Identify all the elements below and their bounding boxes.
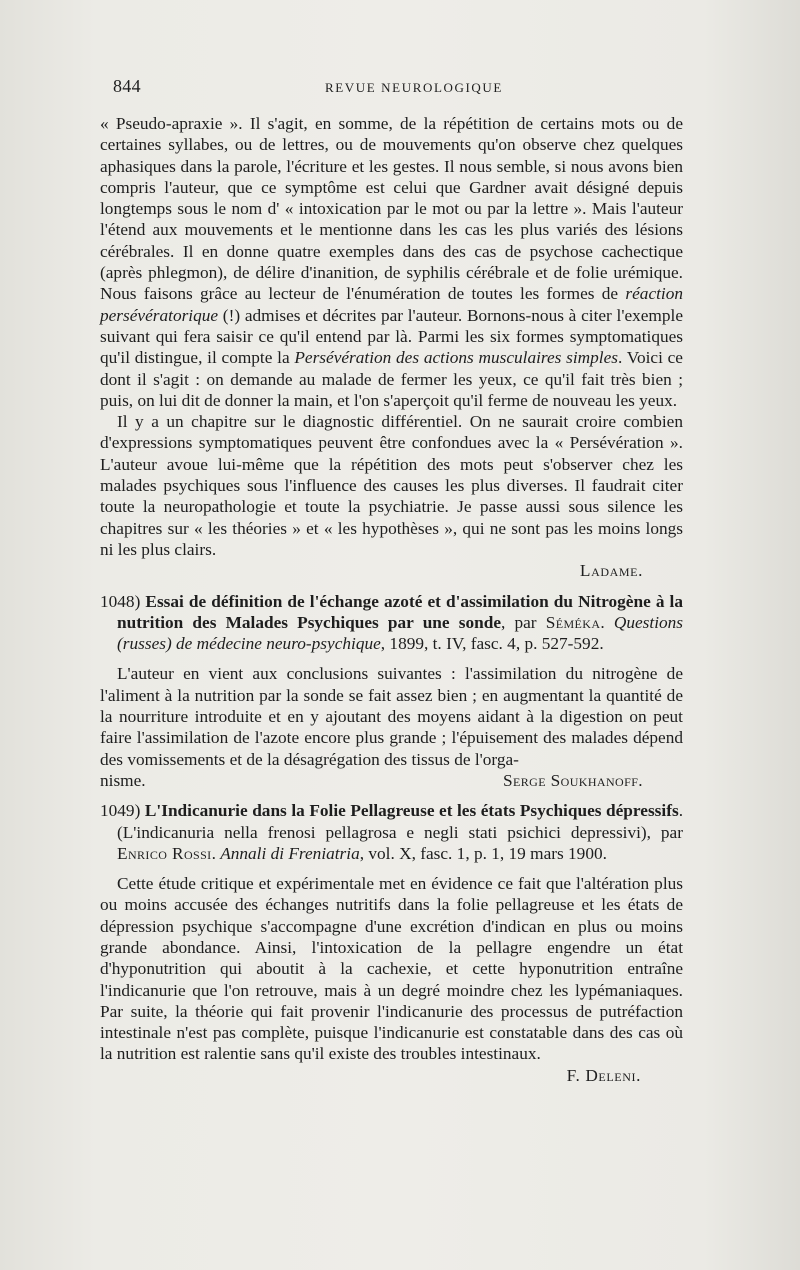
review-paragraph [100, 113, 683, 411]
text-run: L'auteur en vient aux conclusions suivantes : l'assimilation du nitrogène de l'aliment à la nutrition par la sonde se fait assez bien ; en augmentant la quantité de la nourriture introduite et en y ajoutant des moyens aidant à la digestion on peut faire l'assimilation de l'azote encore plus grande ; l'épuisement des malades dépend des vomissements et de la désagrégation des tissus de l'orga- [100, 664, 683, 769]
entry-1049-body: Cette étude critique et expérimentale met en évidence ce fait que l'altération plus ou moins accusée des échanges nutritifs dans la folie pellagreuse et les états de dépression psychique s'accompagne d'une excrétion d'indican en plus ou moins grande abondance. Ainsi, l'intoxication de la pellagre engendre un état d'hyponutrition qui aboutit à la cachexie, et cette hyponutrition entraîne l'indicanurie que l'on retrouve, mais à un degré moindre chez les lypémaniaques. Par suite, la théorie qui fait provenir l'indicanurie des processus de putréfaction intestinale n'est pas complète, puisque l'indicanurie est constatable dans des cas où la nutrition est ralentie sans qu'il existe des troubles intestinaux. [100, 874, 683, 1064]
running-title: REVUE NEUROLOGIQUE [325, 80, 503, 95]
entry-1048-body [100, 663, 683, 769]
text-run: . Voici ce dont il s'agit : on demande au malade de fermer les yeux, ce qu'il fait très bien ; puis, on lui dit de donner la main, et l'on s'aperçoit qu'il ferme de nouveau les yeux. [100, 348, 683, 410]
entry-1048-heading: 1048) Essai de définition de l'échange azoté et d'assimilation du Nitrogène à la nutrition des Malades Psychiques par une sonde, par Séméka. Questions (russes) de médecine neuro-psychique, 1899, t. IV, fasc. 4, p. 527-592. [100, 591, 684, 654]
journal-title: Questions (russes) de médecine neuro-psychique [117, 612, 684, 654]
signature: F. Deleni. [566, 1065, 641, 1085]
entry-1049-heading: 1049) L'Indicanurie dans la Folie Pellagreuse et les états Psychiques dépressifs. (L'indicanuria nella frenosi pellagrosa e negli stati psichici depressivi), par Enrico Rossi. Annali di Freniatria, vol. X, fasc. 1, p. 1, 19 mars 1900. [100, 801, 684, 863]
text-run: (!) admises et décrites par l'auteur. Bornons-nous à citer l'exemple suivant qui fera saisir ce qu'il entend par là. Parmi les six formes symptomatiques qu'il distingue, il compte la [100, 305, 683, 368]
entry-number: 1049) [100, 801, 141, 821]
signature-line [100, 770, 683, 791]
italic-term: réaction persévératorique [100, 284, 683, 325]
signature: Serge Soukhanoff. [502, 770, 643, 790]
text-run: . (L'indicanuria nella frenosi pellagrosa e negli stati psichici depressivi), par [117, 801, 684, 842]
page-body [100, 113, 683, 1086]
page-header [113, 76, 683, 100]
entry-title: L'Indicanurie dans la Folie Pellagreuse et les états Psychiques dépressifs [144, 801, 679, 821]
entry-number: 1048) [100, 591, 141, 611]
italic-term: Persévération des actions musculaires simples [294, 348, 618, 368]
text-run: nisme. [100, 770, 146, 790]
entry-title: Essai de définition de l'échange azoté et d'assimilation du Nitrogène à la nutrition des Malades Psychiques par une sonde [117, 591, 683, 632]
journal-title: Annali di Freniatria [220, 843, 360, 863]
page-number: 844 [113, 76, 141, 96]
review-paragraph: Il y a un chapitre sur le diagnostic différentiel. On ne saurait croire combien d'expressions symptomatiques peuvent être confondues avec la « Persévération ». L'auteur avoue lui-même que la répétition des mots peut s'observer chez les malades psychiques sous l'influence des causes les plus diverses. Il faudrait citer toute la neuropathologie et toute la psychiatrie. Je passe aussi sous silence les chapitres sur « les théories » et « les hypothèses », qui ne sont pas les moins longs ni les plus clairs. [100, 412, 683, 559]
signature: Ladame. [579, 561, 643, 581]
citation: , 1899, t. IV, fasc. 4, p. 527-592. [380, 634, 604, 654]
text-run: , par [501, 612, 546, 632]
citation: , vol. X, fasc. 1, p. 1, 19 mars 1900. [359, 843, 607, 863]
text-run: « Pseudo-apraxie ». Il s'agit, en somme, de la répétition de certains mots ou de certaines syllabes, ou de lettres, ou de mouvements qu'on observe chez quelques aphasiques dans la parole, l'écriture et les gestes. Il nous semble, si nous avons bien compris l'auteur, que ce symptôme est celui que Gardner avait désigné depuis longtemps sous le nom d' « intoxication par le mot ou par la lettre ». Mais l'auteur l'étend aux mouvements et le mentionne dans les cas les plus variés des lésions cérébrales. Il en donne quatre exemples dans des cas de psychose cachectique (après phlegmon), de délire d'inanition, de syphilis cérébrale et de folie urémique. Nous faisons grâce au lecteur de l'énumération de toutes les formes de [100, 114, 683, 304]
entry-author: Séméka [545, 612, 601, 632]
entry-author: Enrico Rossi [117, 843, 212, 863]
